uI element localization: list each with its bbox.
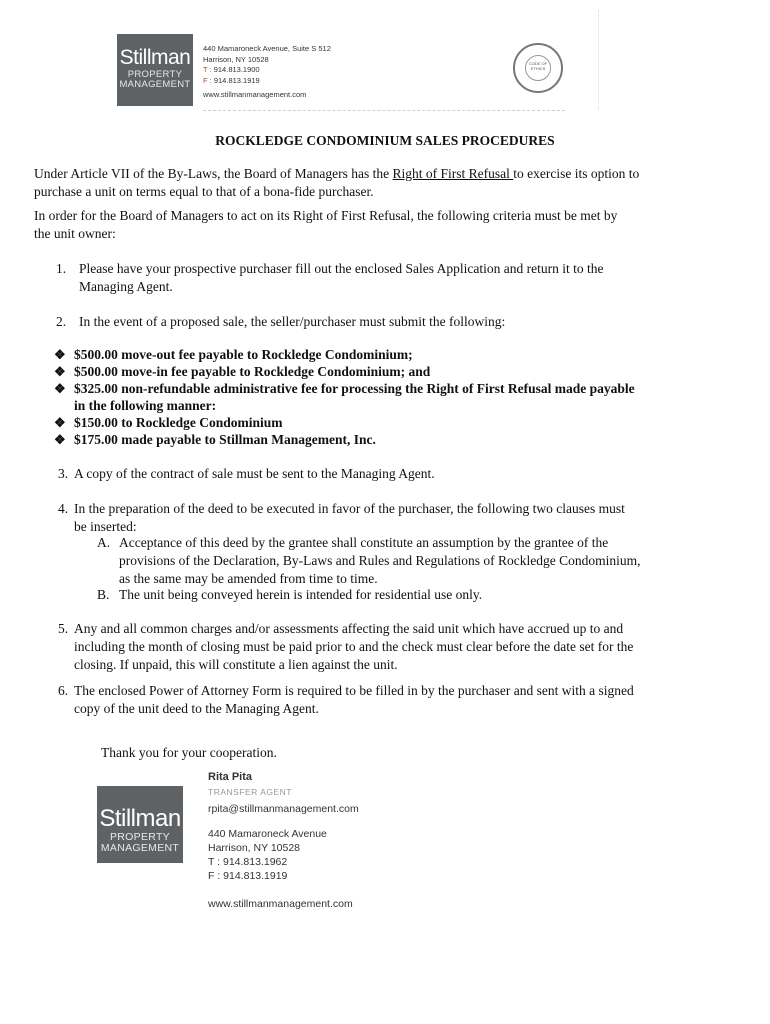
phone-label: T : [203, 65, 212, 74]
item-6-line-2: copy of the unit deed to the Managing Agent. [74, 701, 319, 716]
item-6-number: 6. [58, 683, 69, 698]
signer-phone: T : 914.813.1962 [208, 856, 288, 868]
logo-subtitle-2: MANAGEMENT [119, 79, 191, 90]
item-1-line-2: Managing Agent. [79, 279, 173, 294]
clause-a-label: A. [97, 535, 111, 550]
letterhead-fax-row [203, 76, 331, 87]
signer-name: Rita Pita [208, 771, 253, 783]
item-1-number: 1. [56, 261, 67, 276]
right-of-first-refusal-term: Right of First Refusal [392, 166, 514, 181]
fee-to-rockledge: $150.00 to Rockledge Condominium [74, 415, 283, 430]
closing-line: Thank you for your cooperation. [101, 745, 277, 760]
diamond-bullet-icon: ❖ [54, 432, 66, 447]
signer-role: TRANSFER AGENT [208, 787, 292, 797]
signature-company-logo [97, 786, 183, 863]
intro-p1-text-after: to exercise its option to [513, 166, 640, 181]
signer-website[interactable]: www.stillmanmanagement.com [208, 898, 353, 910]
fee-move-out: $500.00 move-out fee payable to Rockledge Condominium; [74, 347, 413, 362]
signature-logo-wordmark: Stillman [99, 805, 181, 832]
item-3-text: A copy of the contract of sale must be sent to the Managing Agent. [74, 466, 435, 481]
intro-p2-line-1: In order for the Board of Managers to act on its Right of First Refusal, the following criteria must be met by [34, 208, 618, 223]
letterhead-divider [203, 110, 565, 111]
intro-p1-line-2: purchase a unit on terms equal to that of a bona-fide purchaser. [34, 184, 374, 199]
letterhead-contact [203, 44, 331, 86]
signer-email[interactable]: rpita@stillmanmanagement.com [208, 803, 359, 815]
intro-paragraph-2 [34, 207, 694, 243]
clause-a-line-3: as the same may be amended from time to time. [119, 571, 378, 586]
seal-center: CODE OF ETHICS [525, 55, 551, 81]
company-logo [117, 34, 193, 106]
fee-to-stillman: $175.00 made payable to Stillman Management, Inc. [74, 432, 376, 447]
item-4-text [74, 500, 694, 536]
intro-p1-line-1 [34, 165, 694, 183]
diamond-bullet-icon: ❖ [54, 381, 66, 396]
letterhead-phone: 914.813.1900 [213, 65, 260, 74]
intro-paragraph-1 [34, 165, 694, 201]
diamond-bullet-icon: ❖ [54, 364, 66, 379]
clause-a-text [119, 534, 699, 588]
item-5-line-3: closing. If unpaid, this will constitute a lien against the unit. [74, 657, 398, 672]
intro-p1-text: Under Article VII of the By-Laws, the Board of Managers has the [34, 166, 393, 181]
clause-a-line-2: provisions of the Declaration, By-Laws and Rules and Regulations of Rockledge Condominium, [119, 553, 641, 568]
item-6-text [74, 682, 694, 718]
letterhead-fax: 914.813.1919 [213, 75, 260, 85]
diamond-bullet-icon: ❖ [54, 347, 66, 362]
signature-logo-subtitle-2: MANAGEMENT [100, 842, 180, 854]
diamond-bullet-icon: ❖ [54, 415, 66, 430]
item-4-line-1: In the preparation of the deed to be executed in favor of the purchaser, the following two clauses must [74, 501, 625, 516]
fee-administrative-line-2: in the following manner: [74, 398, 217, 413]
signature-logo-subtitle-1: PROPERTY [110, 831, 170, 843]
letterhead-vertical-divider [598, 10, 599, 110]
code-of-ethics-seal-icon [513, 43, 563, 93]
document-title: ROCKLEDGE CONDOMINIUM SALES PROCEDURES [215, 133, 555, 148]
item-3-number: 3. [58, 466, 69, 481]
item-2-number: 2. [56, 314, 67, 329]
item-4-number: 4. [58, 501, 69, 516]
logo-wordmark: Stillman [119, 46, 191, 69]
letterhead-address-1: 440 Mamaroneck Avenue, Suite S 512 [203, 44, 331, 53]
fax-label: F : [203, 75, 212, 85]
letterhead-website: www.stillmanmanagement.com [203, 90, 307, 99]
letterhead-address-2: Harrison, NY 10528 [203, 54, 269, 64]
intro-p2-line-2: the unit owner: [34, 226, 116, 241]
item-1-line-1: Please have your prospective purchaser fill out the enclosed Sales Application and return it to the [79, 261, 604, 276]
item-1-text [79, 260, 699, 296]
item-5-text [74, 620, 694, 674]
signer-fax: F : 914.813.1919 [208, 870, 288, 882]
item-2-text: In the event of a proposed sale, the seller/purchaser must submit the following: [79, 314, 506, 329]
signer-address-1: 440 Mamaroneck Avenue [208, 828, 327, 840]
item-6-line-1: The enclosed Power of Attorney Form is required to be filled in by the purchaser and sent with a signed [74, 683, 634, 698]
clause-a-line-1: Acceptance of this deed by the grantee shall constitute an assumption by the grantee of the [119, 535, 609, 550]
letterhead-phone-row [203, 65, 331, 76]
clause-b-label: B. [97, 587, 110, 602]
item-5-number: 5. [58, 621, 69, 636]
item-4-line-2: be inserted: [74, 519, 137, 534]
logo-subtitle-1: PROPERTY [127, 69, 183, 80]
fee-move-in: $500.00 move-in fee payable to Rockledge Condominium; and [74, 364, 431, 379]
fee-administrative [74, 380, 694, 414]
signer-address-2: Harrison, NY 10528 [208, 842, 301, 854]
fee-administrative-line-1: $325.00 non-refundable administrative fee for processing the Right of First Refusal made payable [74, 381, 635, 396]
item-5-line-1: Any and all common charges and/or assessments affecting the said unit which have accrued up to and [74, 621, 624, 636]
item-5-line-2: including the month of closing must be paid prior to and the check must clear before the date set for the [74, 639, 634, 654]
clause-b-text: The unit being conveyed herein is intended for residential use only. [119, 587, 483, 602]
